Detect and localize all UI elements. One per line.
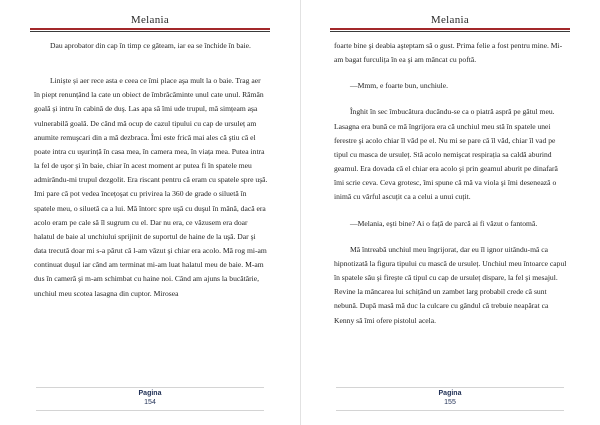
page-number: 155 xyxy=(444,399,456,406)
paragraph: Dau aprobator din cap în timp ce gâteam, iar ea se închide în baie. xyxy=(50,41,251,50)
header-rule-red xyxy=(330,28,570,30)
page-footer xyxy=(36,389,264,407)
paragraph: Liniște și aer rece asta e ceea ce îmi place aşa mult la o baie. Trag aer în piept renunțând la cate un obiect de îmbrăcăminte unul cate unul. Rămân goală şi intru în cabină de duş. Las apa să îmi ude trupul, mă simțeam aşa vulnerabilă goală. De când mă ocup de cazul tipului cu cap de ursuleț am anumite remuşcari din a mă dezbraca. Îmi este frică mai ales că ştiu că el poate intra cu uşurință în casa mea, în camera mea, în viața mea. Putea intra la fel de uşor şi în baie, chiar în acest moment ar putea fi în spatele meu admirându-mi trupul dezgolit. Era riscant pentru că eram cu spatele spre uşă. Imi pare că pot vedea încețoşat cu privirea la 360 de grade o siluetă în spatele meu, o siluetă ca a lui. Mă întorc spre uşă cu duşul în mână, dacă era acolo eram pe cale să îl sugrum cu el. Dar nu era, ce văzusem era doar halatul de baie al unchiului sprijinit de suportul de haine de la uşă. Dar şi data trecută doar mi s-a părut că l-am văzut şi chiar era acolo. Mă rog mi-am continuat duşul iar când am terminat mi-am luat halatul meu de baie. M-am dus în cameră şi m-am schimbat cu haine noi. Când am ajuns la bucătărie, unchiul meu scotea lasagna din cuptor. Mirosea xyxy=(34,76,268,298)
footer-rule xyxy=(336,387,564,388)
paragraph-gap xyxy=(34,53,268,74)
paragraph-gap xyxy=(334,231,568,243)
paragraph-gap xyxy=(334,67,568,79)
footer-rule xyxy=(36,387,264,388)
paragraph-gap xyxy=(334,205,568,217)
right-page xyxy=(300,0,600,425)
paragraph-gap xyxy=(334,93,568,105)
dialogue-line: —Mmm, e foarte bun, unchiule. xyxy=(350,81,449,91)
paragraph: foarte bine şi deabia aşteptam să o gust. Prima felie a fost pentru mine. Mi-am bagat furculița în ea şi am mâncat cu poftă. xyxy=(334,41,563,65)
paragraph: Înghit în sec îmbucătura ducându-se ca o piatră aspră pe gâtul meu. Lasagna era bună ce mă îngrijora era că unchiul meu stă în spatele unei ferestre şi acolo chiar îl văd pe el. Nu mi se pare că îl văd, chiar îl vad pe tipul cu masca de ursuleț. Stă acolo nemişcat respirația sa caldă aburind geamul. Era dovada că el chiar era acolo şi prin geamul aburit pe dinafară îmi scrie ceva. Ceva grotesc, îmi spune că mă va viola şi îmi desenează o inimă cu vârful ascuțit ca a celui a unui cuțit. xyxy=(334,107,558,202)
footer-rule-bottom xyxy=(336,410,564,411)
page-body-text xyxy=(334,39,568,328)
header-rule-dark xyxy=(330,31,570,32)
page-header-title: Melania xyxy=(430,14,470,26)
page-number: 154 xyxy=(144,399,156,406)
paragraph: Mă întreabă unchiul meu îngrijorat, dar eu îl ignor uitându-mă ca hipnotizată la figura tipului cu mască de ursuleț. Unchiul meu întoarce capul în spatele său şi fireşte că tipul cu cap de ursuleț dispare, la fel şi mesajul. Revine la mâncarea lui schițând un zambet larg probabil crede că sunt nebună. După masă mă duc la culcare cu gândul că trebuie neapărat ca Kenny să îmi ofere pistolul acela. xyxy=(334,244,567,325)
footer-label: Pagina xyxy=(438,390,462,397)
header-rule-dark xyxy=(30,31,270,32)
footer-label: Pagina xyxy=(138,390,162,397)
dialogue-line: —Melania, eşti bine? Ai o față de parcă ai fi văzut o fantomă. xyxy=(350,218,538,228)
header-rule-red xyxy=(30,28,270,30)
page-footer xyxy=(336,389,564,407)
page-body-text xyxy=(34,39,268,301)
footer-rule-bottom xyxy=(36,410,264,411)
page-header-title: Melania xyxy=(130,14,170,26)
